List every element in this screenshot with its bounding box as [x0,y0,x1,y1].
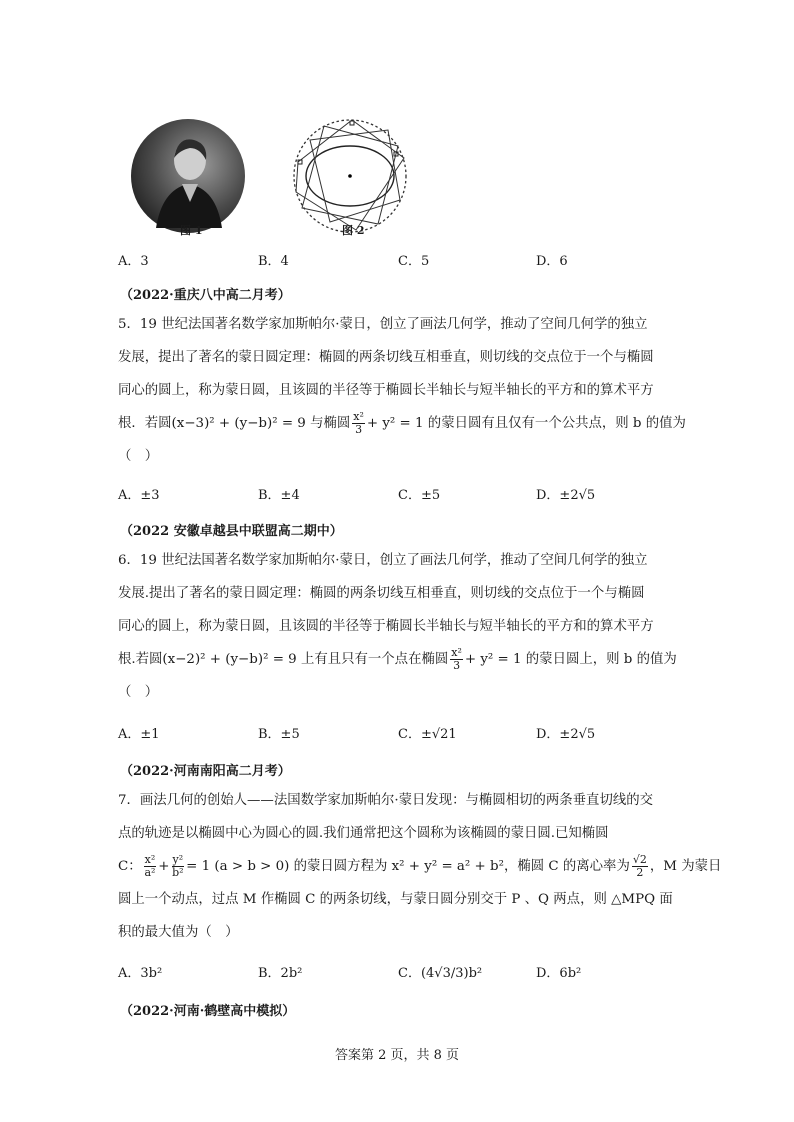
q6-fraction [450,647,463,672]
q7-option-d: D．6b² [536,966,582,981]
q7-source: （2022·河南南阳高二月考） [120,764,291,779]
q6-frac-num: x² [451,646,462,659]
q5-option-c: C．±5 [398,488,441,503]
q7-fraction-ecc [632,854,648,879]
figure-2-caption: 图 2 [342,224,365,237]
q7-frac2-num: y² [172,853,184,866]
q7-line-4: 圆上一个动点，过点 M 作椭圆 C 的两条切线，与蒙日圆分别交于 P 、Q 两点，则 △MPQ 面 [118,892,673,907]
q4-option-a: A．3 [118,254,149,269]
q6-line-4-end: + y² = 1 的蒙日圆上，则 b 的值为 [464,652,677,667]
question-7 [118,784,722,949]
q5-line-2: 发展，提出了著名的蒙日圆定理：椭圆的两条切线互相垂直，则切线的交点位于一个与椭圆 [118,350,654,365]
q5-source: （2022·重庆八中高二月考） [120,288,291,303]
q6-option-b: B．±5 [258,727,300,742]
monge-circle-diagram [290,118,410,238]
q4-option-d: D．6 [536,254,568,269]
q5-option-d: D．±2√5 [536,488,596,503]
q5-line-3: 同心的圆上，称为蒙日圆，且该圆的半径等于椭圆长半轴长与短半轴长的平方和的算术平方 [118,383,654,398]
figure-group [128,118,428,240]
q7-frac1-num: x² [144,853,156,866]
question-5 [118,308,686,473]
q7-frac3-den: 2 [636,866,644,879]
q5-frac-num: x² [353,410,364,423]
q4-option-b: B．4 [258,254,289,269]
q5-line-4-start: 根．若圆(x−3)² + (y−b)² = 9 与椭圆 [118,416,351,431]
q7-line-2: 点的轨迹是以椭圆中心为圆心的圆.我们通常把这个圆称为该椭圆的蒙日圆.已知椭圆 [118,826,609,841]
q7-line-3: C： $\frac{\text{x²}}{\text{a²}}$ + $\frac{\text{y²}}{\text{b²}}$ = 1 (a > b > 0) 的蒙日圆方程为 x² + y² = a² + b²，椭圆 C 的离心率为 $\frac{√2}{2}$ ，M 为蒙日 [118,853,722,879]
q7-line-5: 积的最大值为（ ） [118,925,239,940]
q6-source: （2022 安徽卓越县中联盟高二期中） [120,524,343,539]
q6-option-a: A．±1 [118,727,160,742]
q7-option-a: A．3b² [118,966,163,981]
q5-line-4-end: + y² = 1 的蒙日圆有且仅有一个公共点，则 b 的值为 [366,416,686,431]
q6-line-1: 6．19 世纪法国著名数学家加斯帕尔·蒙日，创立了画法几何学，推动了空间几何学的独立 [118,553,648,568]
q6-paren: （ ） [118,685,159,700]
q6-line-3: 同心的圆上，称为蒙日圆，且该圆的半径等于椭圆长半轴长与短半轴长的平方和的算术平方 [118,619,654,634]
q5-option-b: B．±4 [258,488,300,503]
q5-fraction [352,411,365,436]
q7-line-1: 7．画法几何的创始人——法国数学家加斯帕尔·蒙日发现：与椭圆相切的两条垂直切线的交 [118,793,654,808]
q7-option-c: C．(4√3/3)b² [398,966,483,981]
page-footer: 答案第 2 页，共 8 页 [334,1048,460,1063]
q6-line-2: 发展.提出了著名的蒙日圆定理：椭圆的两条切线互相垂直，则切线的交点位于一个与椭圆 [118,586,645,601]
q7-fraction-y [172,854,185,879]
q5-line-1: 5．19 世纪法国著名数学家加斯帕尔·蒙日，创立了画法几何学，推动了空间几何学的独立 [118,317,648,332]
q7-frac2-den: b² [172,866,184,879]
q5-option-a: A．±3 [118,488,160,503]
q6-frac-den: 3 [453,659,461,672]
q6-option-c: C．±√21 [398,727,457,742]
q5-paren: （ ） [118,449,159,464]
q5-frac-den: 3 [355,423,363,436]
q7-frac1-den: a² [144,866,156,879]
q7-line-3-mid: = 1 (a > b > 0) 的蒙日圆方程为 x² + y² = a² + b²，椭圆 C 的离心率为 [186,859,630,874]
portrait-image [128,118,248,238]
q7-line-3-end: ，M 为蒙日 [649,859,722,874]
q7-line-3-start: C： [118,859,142,874]
q7-option-b: B．2b² [258,966,303,981]
question-6 [118,544,680,709]
figure-1-caption: 图 1 [180,224,203,237]
q7-fraction-x [144,854,157,879]
q4-option-c: C．5 [398,254,430,269]
q7-frac3-num: √2 [632,853,647,866]
q5-line-4 [118,407,686,440]
q6-line-4-start: 根.若圆(x−2)² + (y−b)² = 9 上有且只有一个点在椭圆 [118,652,449,667]
q8-source: （2022·河南·鹤壁高中模拟） [120,1004,296,1019]
q6-line-4 [118,643,680,676]
q6-option-d: D．±2√5 [536,727,596,742]
